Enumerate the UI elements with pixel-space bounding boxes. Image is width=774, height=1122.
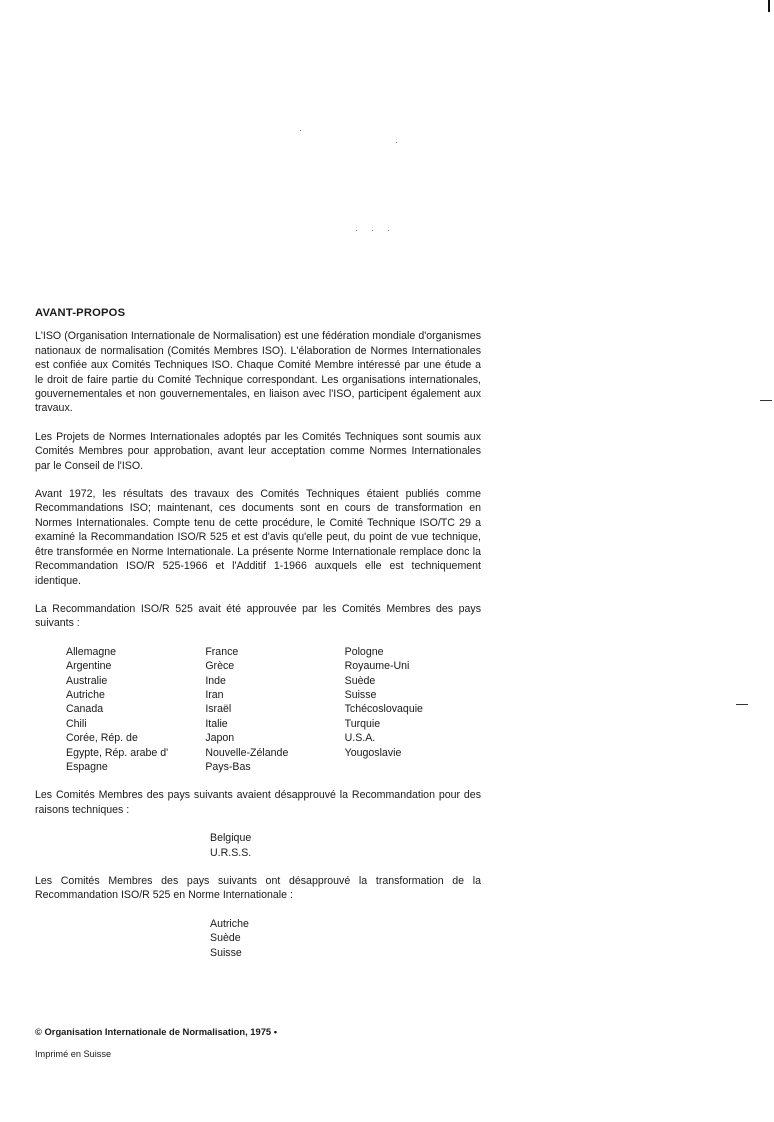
country-name: Suède — [210, 932, 241, 945]
country-name: Nouvelle-Zélande — [205, 746, 289, 759]
country-name: Egypte, Rép. arabe d' — [66, 746, 169, 759]
country-name: Australie — [66, 674, 108, 687]
country-name: Israël — [205, 703, 232, 716]
country-name: Italie — [205, 717, 228, 730]
country-name: Pologne — [344, 645, 384, 658]
country-name: Autriche — [210, 917, 249, 930]
paragraph-approval-intro: La Recommandation ISO/R 525 avait été approuvée par les Comités Membres des pays suivants : — [35, 602, 481, 630]
paragraph-disapproval-transformation: Les Comités Membres des pays suivants ont désapprouvé la transformation de la Recommandation ISO/R 525 en Norme Internationale : — [35, 875, 481, 902]
scan-speck — [396, 142, 397, 143]
country-name: Yougoslavie — [344, 746, 402, 759]
country-name: Pays-Bas — [205, 760, 251, 773]
country-name: Suède — [344, 674, 376, 687]
margin-mark — [760, 400, 772, 401]
corner-scan-mark — [768, 0, 770, 12]
copyright-notice: © Organisation Internationale de Normalisation, 1975 • — [35, 1026, 278, 1037]
country-name: Grèce — [205, 660, 235, 673]
foreword-section — [35, 306, 481, 974]
country-name: Japon — [205, 732, 235, 745]
disapproving-transformation-list — [210, 917, 481, 960]
country-name: Argentine — [66, 660, 112, 673]
scan-speck — [372, 230, 373, 231]
paragraph-draft-standards: Les Projets de Normes Internationales adoptés par les Comités Techniques sont soumis aux Comités Membres pour approbation, avant leur acceptation comme Normes Internationales par le Conseil de l'ISO. — [35, 430, 481, 472]
country-column-1 — [66, 645, 205, 775]
country-name: U.R.S.S. — [210, 846, 252, 859]
scan-speck — [356, 230, 357, 231]
margin-mark — [736, 704, 748, 705]
country-column-3 — [345, 645, 481, 775]
country-name: Iran — [205, 688, 224, 701]
scan-speck — [388, 230, 389, 231]
paragraph-disapproval-recommendation: Les Comités Membres des pays suivants avaient désapprouvé la Recommandation pour des raisons techniques : — [35, 789, 481, 816]
country-name: Belgique — [210, 832, 252, 845]
paragraph-iso-intro: L'ISO (Organisation Internationale de Normalisation) est une fédération mondiale d'organismes nationaux de normalisation (Comités Membres ISO). L'élaboration de Normes Internationales est confiée aux Comités Techniques ISO. Chaque Comité Membre intéressé par une étude a le droit de faire partie du Comité Technique correspondant. Les organisations internationales, gouvernementales et non gouvernementales, en liaison avec l'ISO, participent également aux travaux. — [35, 330, 481, 415]
country-name: Corée, Rép. de — [66, 732, 138, 745]
country-name: U.S.A. — [344, 732, 376, 745]
country-name: Turquie — [344, 717, 381, 730]
country-name: Canada — [66, 703, 104, 716]
printed-in-notice: Imprimé en Suisse — [35, 1049, 112, 1059]
country-name: Royaume-Uni — [344, 660, 410, 673]
paragraph-transformation: Avant 1972, les résultats des travaux des Comités Techniques étaient publiés comme Recommandations ISO; maintenant, ces documents sont en cours de transformation en Normes Internationales. Compte tenu de cette procédure, le Comité Technique ISO/TC 29 a examiné la Recommandation ISO/R 525 et est d'avis qu'elle peut, du point de vue technique, être transformée en Norme Internationale. La présente Norme Internationale remplace donc la Recommandation ISO/R 525-1966 et l'Additif 1-1966 auxquels elle est techniquement identique. — [35, 488, 481, 587]
country-name: Suisse — [210, 946, 242, 959]
section-heading: AVANT-PROPOS — [35, 307, 126, 319]
country-name: Autriche — [66, 688, 105, 701]
country-name: Chili — [66, 717, 87, 730]
country-name: Tchécoslovaquie — [344, 703, 423, 716]
country-name: Suisse — [344, 688, 377, 701]
country-name: Allemagne — [66, 645, 117, 658]
approving-countries-table — [66, 645, 481, 775]
country-name: Inde — [205, 674, 226, 687]
country-name: Espagne — [66, 760, 108, 773]
country-name: France — [205, 645, 239, 658]
country-column-2 — [205, 645, 344, 775]
disapproving-recommendation-list — [210, 831, 481, 860]
scan-speck — [300, 130, 301, 131]
